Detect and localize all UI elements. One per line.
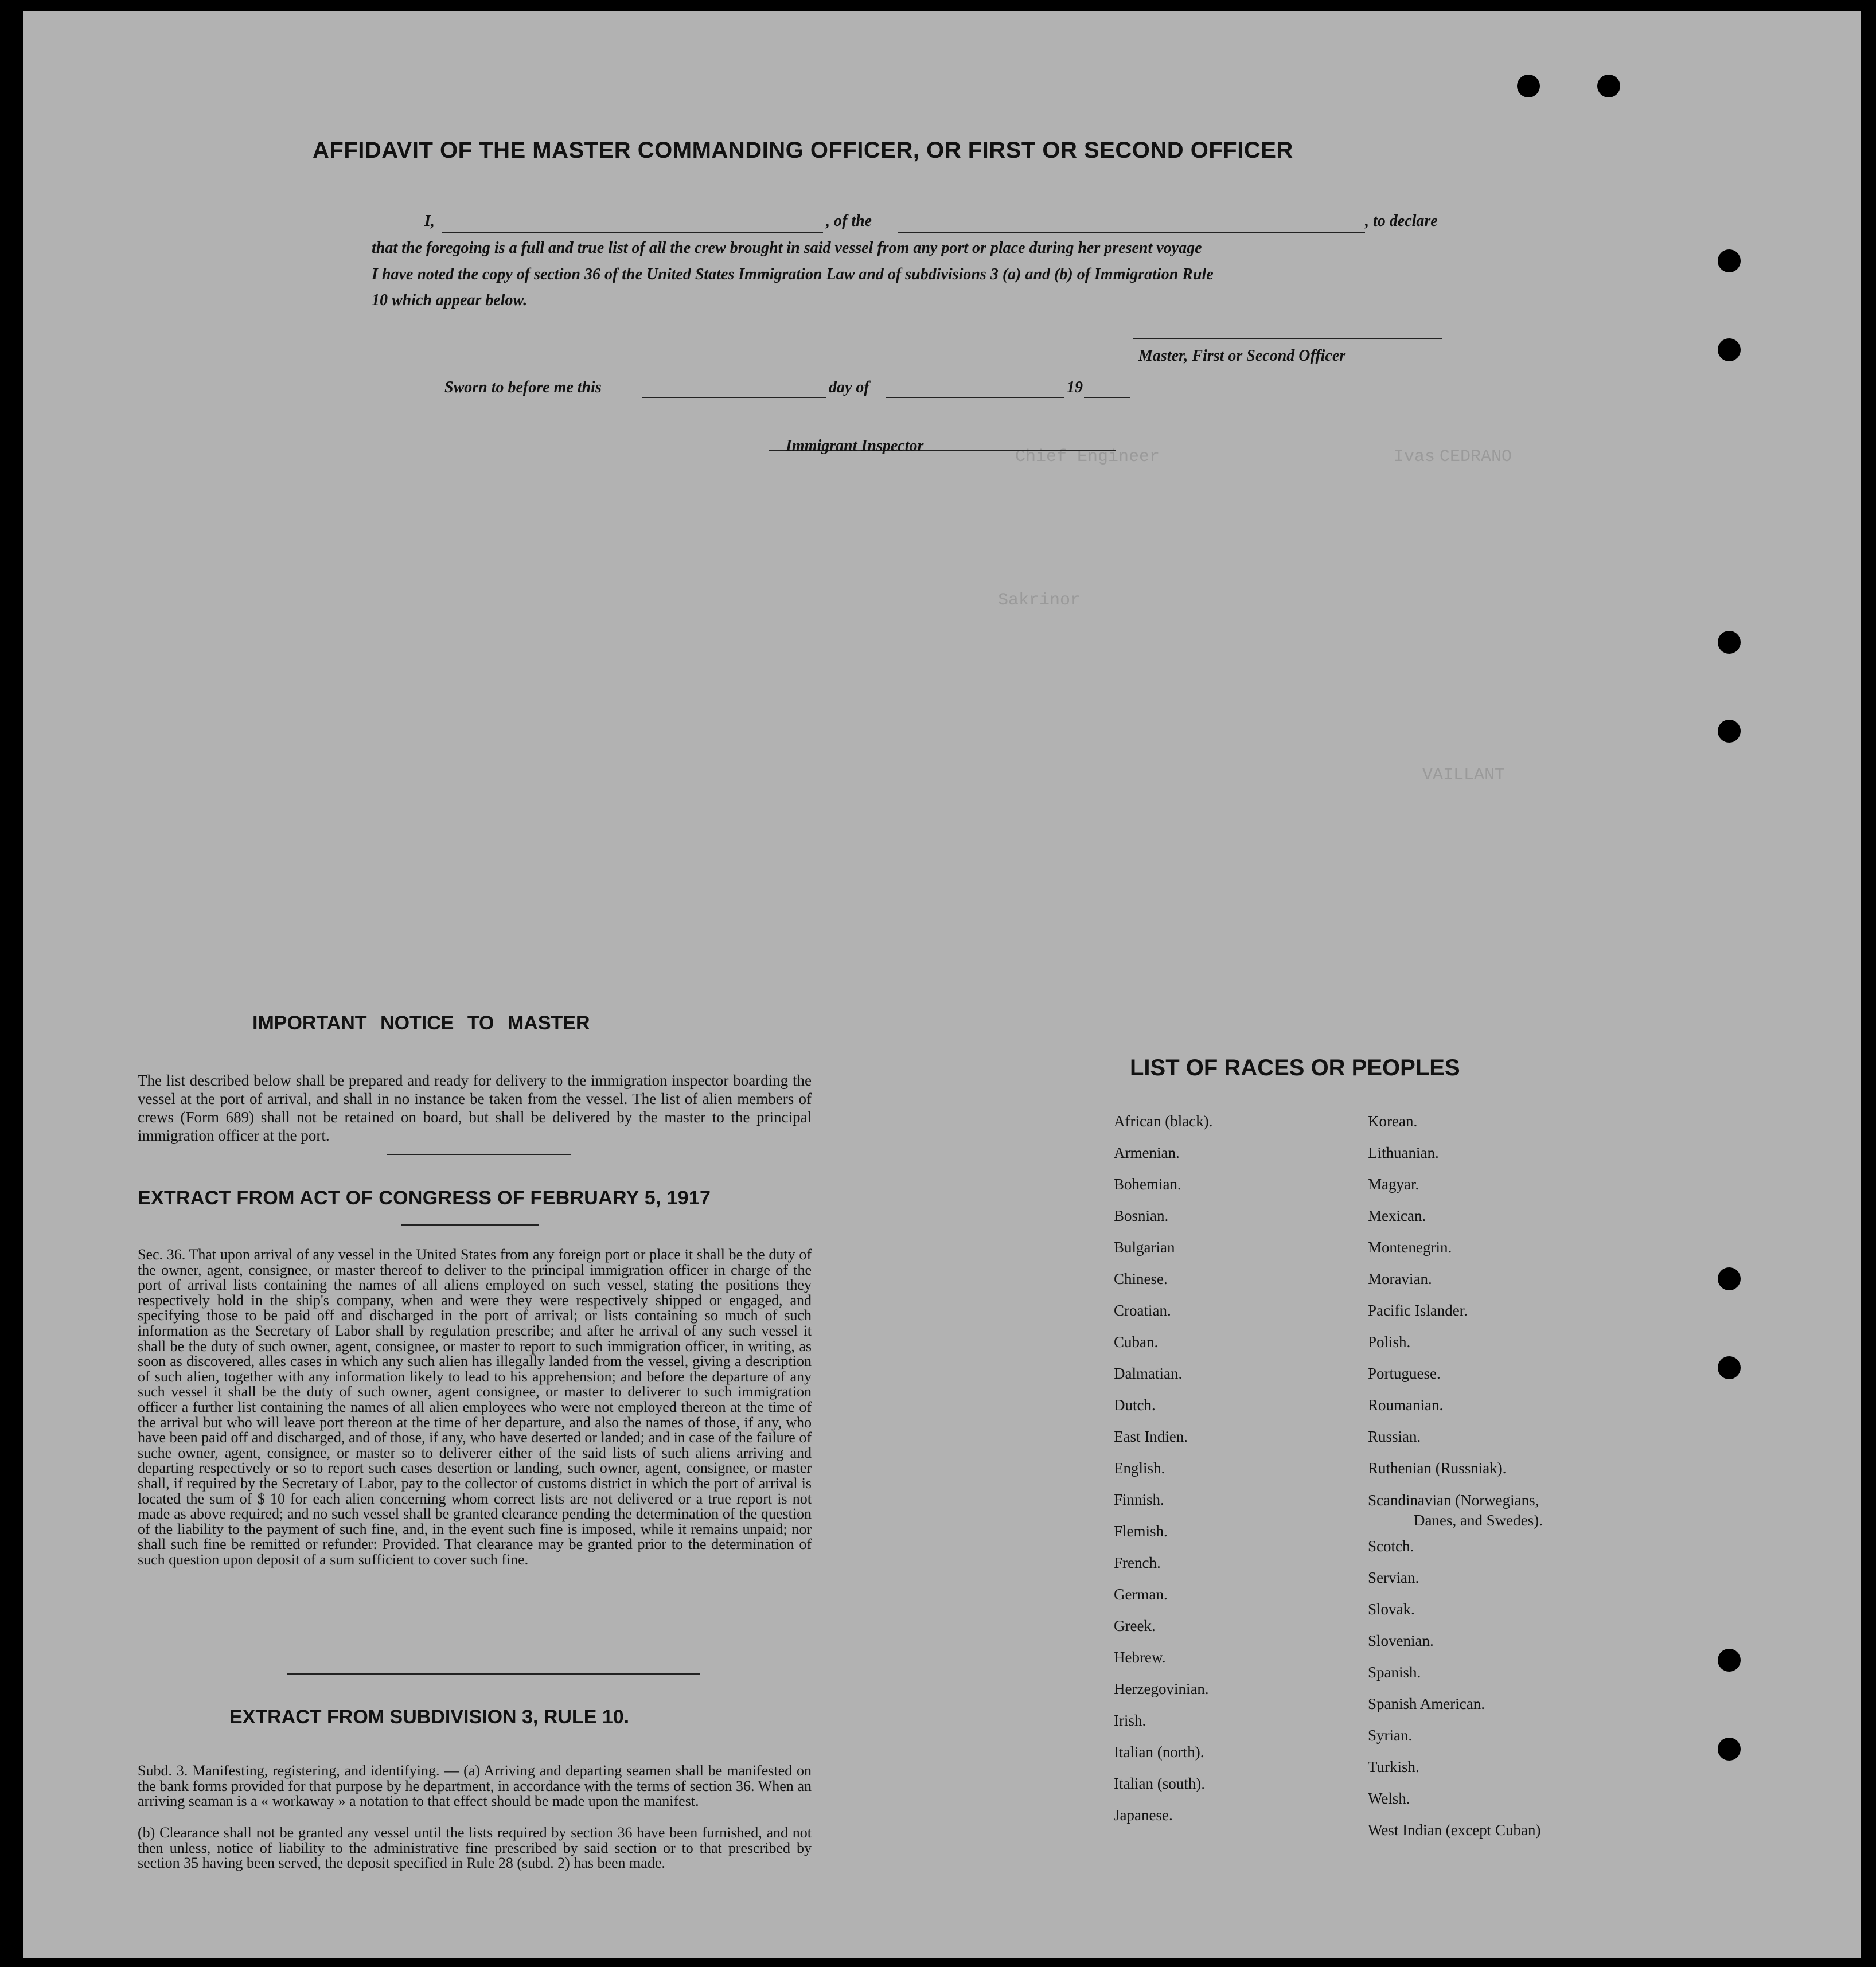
race-item: Mexican. [1368,1207,1426,1224]
punch-hole [1718,1649,1741,1672]
signature-line[interactable] [1133,338,1442,339]
punch-hole [1718,1356,1741,1379]
race-item: Hebrew. [1114,1649,1166,1666]
race-item: Bulgarian [1114,1239,1175,1256]
vessel-blank-line[interactable] [898,232,1365,233]
sworn-month-blank[interactable] [886,397,1064,398]
declaration-line-2: that the foregoing is a full and true list of all the crew brought in said vessel from any port or place during her present voyage [372,239,1202,257]
punch-hole [1718,338,1741,361]
declaration-line-1 [424,212,1451,235]
race-item: Slovak. [1368,1601,1415,1618]
sworn-year-blank[interactable] [1084,397,1130,398]
race-item: Moravian. [1368,1270,1432,1287]
declaration-i: I, [424,212,435,230]
document-page [23,11,1861,1958]
name-blank-line[interactable] [442,232,823,233]
race-item: Polish. [1368,1333,1411,1351]
race-item: West Indian (except Cuban) [1368,1821,1541,1839]
race-item: Herzegovinian. [1114,1680,1209,1697]
sworn-day-blank[interactable] [642,397,826,398]
extract-act-title: EXTRACT FROM ACT OF CONGRESS OF FEBRUARY 5, 1917 [138,1187,711,1209]
race-item: Spanish American. [1368,1695,1485,1712]
race-item: Japanese. [1114,1806,1173,1824]
race-item: Finnish. [1114,1491,1164,1508]
punch-hole [1718,631,1741,654]
race-item: Dalmatian. [1114,1365,1183,1382]
race-item: German. [1114,1586,1168,1603]
affidavit-title: AFFIDAVIT OF THE MASTER COMMANDING OFFICER, OR FIRST OR SECOND OFFICER [313,138,1293,163]
punch-hole [1517,75,1540,97]
race-item: Turkish. [1368,1758,1419,1775]
race-item: Cuban. [1114,1333,1159,1351]
sworn-day-of: day of [829,378,869,396]
race-item: Bohemian. [1114,1176,1181,1193]
race-item: East Indien. [1114,1428,1188,1445]
punch-hole [1718,249,1741,272]
race-item: Welsh. [1368,1790,1410,1807]
extract-rule-title: EXTRACT FROM SUBDIVISION 3, RULE 10. [229,1706,630,1728]
extract-rule-para-a: Subd. 3. Manifesting, registering, and identifying. — (a) Arriving and departing seamen shall be manifested on the bank forms provided for that purpose by he department, in accordance with the terms of section 36. When an arriving seaman is a « workaway » a notation to that effect should be made upon the manifest. [138,1762,812,1810]
race-item: Portuguese. [1368,1365,1441,1382]
reverse-bleed-through: Ivas CEDRANO Chief Engineer VAILLANT Sakrinor [998,447,1512,785]
punch-hole [1718,720,1741,743]
race-item: Ruthenian (Russniak). [1368,1459,1507,1477]
race-item: Italian (north). [1114,1743,1204,1761]
race-item: African (black). [1114,1113,1213,1130]
race-item: Syrian. [1368,1727,1413,1744]
punch-hole [1597,75,1620,97]
race-item: Slovenian. [1368,1632,1434,1649]
punch-hole [1718,1738,1741,1761]
sworn-line [444,378,1161,401]
race-item: Roumanian. [1368,1396,1444,1414]
extract-act-text: Sec. 36. That upon arrival of any vessel in the United States from any foreign port or place it shall be the duty of the owner, agent, consignee, or master thereof to deliver to the principal immigration officer in charge of the port of arrival lists containing the names of all aliens employed on such vessel, stating the positions they respectively hold in the ship's company, when and were they were respectively shipped or engaged, and specifying those to be paid off and discharged in the port of arrival; or lists containing so much of such information as the Secretary of Labor shall by regulation prescribe; and after he arrival of any such vessel it shall be the duty of such owner, agent, consignee, or master to report to such immigration officer, in writing, as soon as discovered, alles cases in which any such alien has illegally landed from the vessel, giving a description of such alien, together with any information likely to lead to his apprehension; and before the departure of any such vessel it shall be the duty of such owner, agent consignee, or master to deliverer to such immigration officer a further list containing the names of all alien employees who were not employed thereon at the time of the arrival but who will leave port thereon at the time of her departure, and also the names of those, if any, who have been paid off and discharged, and of those, if any, who have deserted or landed; and in case of the failure of suche owner, agent, consignee, or master so to deliverer either of the said lists of such aliens arriving and departing respectively or so to report such cases desertion or landing, such owner, agent, consignee, or master shall, if required by the Secretary of Labor, pay to the collector of customs district in which the port of arrival is located the sum of $ 10 for each alien concerning whom correct lists are not delivered or a true report is not made as above required; and no such vessel shall be granted clearance pending the determination of the question of the liability to the payment of such fine, and, in the event such fine is imposed, while it remains unpaid; nor shall such fine be remitted or refunder: Provided. That clearance may be granted prior to the determination of such question upon deposit of a sum sufficient to cover such fine. [138,1246,812,1568]
race-item: Irish. [1114,1712,1146,1729]
notice-text: The list described below shall be prepared and ready for delivery to the immigration inspector boarding the vessel at the port of arrival, and shall in no instance be taken from the vessel. The list of alien members of crews (Form 689) shall not be retained on board, but shall be delivered by the master to the principal immigration officer at the port. [138,1072,812,1144]
races-column-2 [1368,1106,1543,1846]
races-column-1 [1114,1106,1212,1831]
signature-label: Master, First or Second Officer [1138,347,1346,365]
race-item: Danes, and Swedes). [1414,1512,1543,1529]
race-item: Greek. [1114,1617,1156,1634]
sworn-year: 19 [1067,378,1083,396]
extract-rule-separator [287,1673,700,1675]
race-item: Scandinavian (Norwegians, [1368,1492,1539,1509]
race-item: Italian (south). [1114,1775,1205,1792]
race-item: Flemish. [1114,1523,1168,1540]
race-item: Croatian. [1114,1302,1171,1319]
race-item: Pacific Islander. [1368,1302,1468,1319]
race-item: Magyar. [1368,1176,1419,1193]
inspector-label: Immigrant Inspector [786,437,924,455]
declaration-line-4: 10 which appear below. [372,291,528,309]
race-item: Scotch. [1368,1537,1414,1555]
race-item: Spanish. [1368,1664,1421,1681]
race-item: Chinese. [1114,1270,1168,1287]
race-item: Armenian. [1114,1144,1180,1161]
race-item: Bosnian. [1114,1207,1169,1224]
race-item: Lithuanian. [1368,1144,1439,1161]
race-item: Montenegrin. [1368,1239,1452,1256]
race-item: Russian. [1368,1428,1421,1445]
declaration-of-the: , of the [826,212,872,230]
extract-act-rule [401,1224,539,1226]
races-title: LIST OF RACES OR PEOPLES [1130,1055,1460,1080]
race-item: French. [1114,1554,1161,1571]
extract-rule-para-b: (b) Clearance shall not be granted any vessel until the lists required by section 36 have been furnished, and not then unless, notice of liability to the administrative fine prescribed by said section or to that prescribed by section 35 having been served, the deposit specified in Rule 28 (subd. 2) has been made. [138,1824,812,1872]
declaration-line-3: I have noted the copy of section 36 of the United States Immigration Law and of subdivisions 3 (a) and (b) of Immigration Rule [372,266,1214,283]
sworn-prefix: Sworn to before me this [444,378,602,396]
race-item: Dutch. [1114,1396,1156,1414]
race-item: Servian. [1368,1569,1419,1586]
declaration-to-declare: , to declare [1365,212,1438,230]
race-item: English. [1114,1459,1165,1477]
punch-hole [1718,1267,1741,1290]
race-item: Korean. [1368,1113,1418,1130]
notice-title: IMPORTANT NOTICE TO MASTER [252,1012,590,1034]
notice-rule [387,1154,571,1155]
